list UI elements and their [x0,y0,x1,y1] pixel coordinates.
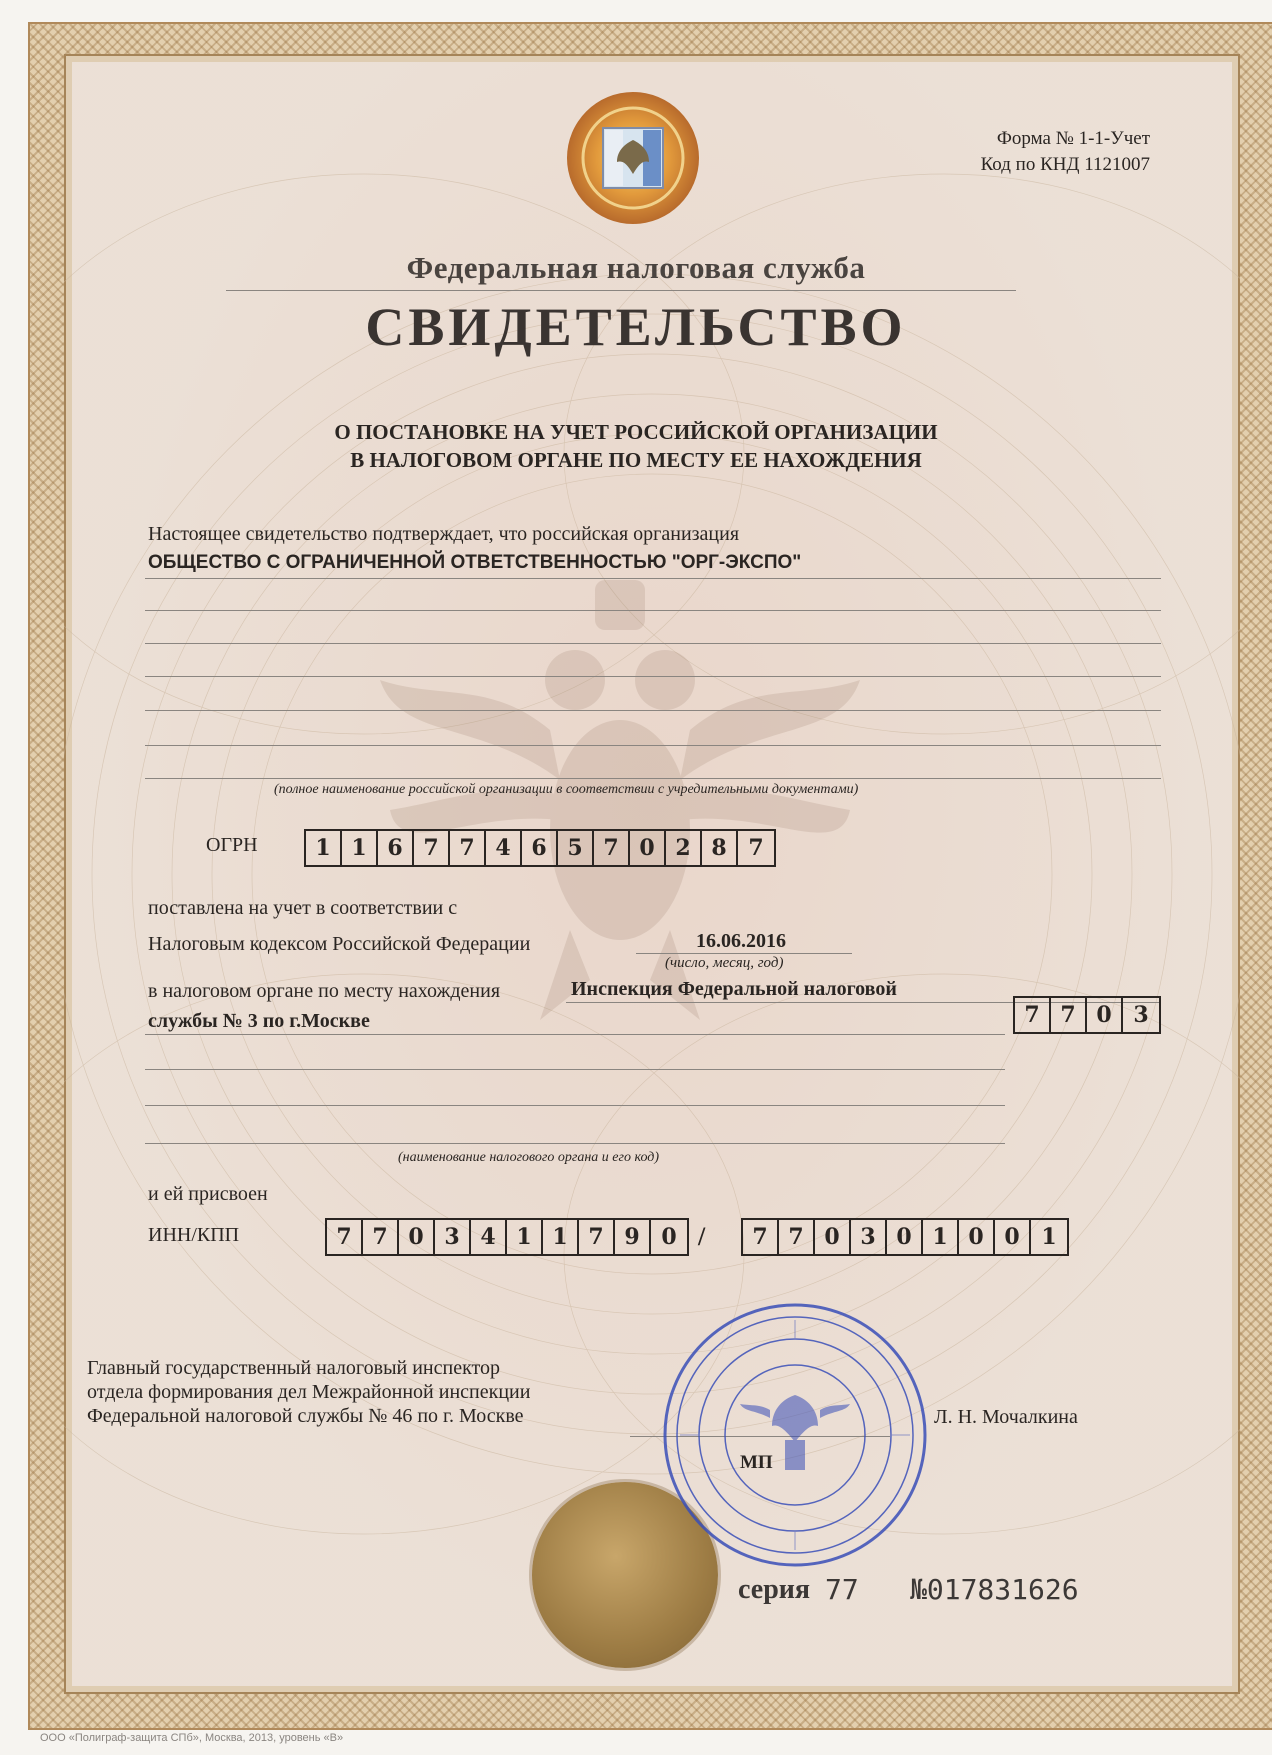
agency-title: Федеральная налоговая служба [406,250,866,285]
kpp-digit: 0 [887,1220,923,1254]
series-value: 77 [825,1573,859,1606]
signatory-line-3: Федеральной налоговой службы № 46 по г. Москве [87,1405,524,1427]
ogrn-digit: 8 [702,831,738,865]
tax-authority-caption: (наименование налогового органа и его код) [398,1150,660,1165]
certificate-title: СВИДЕТЕЛЬСТВО [365,297,907,357]
inn-digit: 7 [363,1220,399,1254]
inn-digit: 0 [661,1224,677,1250]
name-line [145,643,1161,644]
ogrn-digit: 5 [558,831,594,865]
assigned-text: и ей присвоен [148,1183,268,1205]
ogrn-digit: 4 [486,831,522,865]
signatory-name: Л. Н. Мочалкина [934,1406,1078,1428]
printer-note: ООО «Полиграф-защита СПб», Москва, 2013, уровень «В» [40,1732,344,1744]
name-caption: (полное наименование российской организации в соответствии с учредительными документами) [274,782,859,797]
certificate-number: №017831626 [910,1573,1079,1606]
ogrn-label: ОГРН [206,834,258,856]
date-caption: (число, месяц, год) [665,955,784,971]
inn-digit: 3 [435,1220,471,1254]
ogrn-digit: 2 [666,831,702,865]
name-line [145,710,1161,711]
knd-code: Код по КНД 1121007 [980,154,1150,175]
kpp-digit: 1 [923,1220,959,1254]
inn-kpp-label: ИНН/КПП [148,1224,240,1246]
ogrn-digit: 1 [342,831,378,865]
inn-cells [325,1218,689,1256]
name-line [145,745,1161,746]
organization-name: ОБЩЕСТВО С ОГРАНИЧЕННОЙ ОТВЕТСТВЕННОСТЬЮ "ОРГ-ЭКСПО" [148,552,802,573]
kpp-digit: 0 [995,1220,1031,1254]
inn-digit: 1 [543,1220,579,1254]
kpp-digit: 7 [779,1220,815,1254]
kpp-digit: 0 [959,1220,995,1254]
tax-code-digit: 7 [1051,998,1087,1032]
tax-inspection-stamp-icon [660,1300,930,1570]
name-line [145,610,1161,611]
tax-code-digit: 3 [1133,1002,1149,1028]
ogrn-digit: 1 [306,831,342,865]
tax-authority-line [145,1034,1005,1035]
ogrn-digit: 6 [522,831,558,865]
tax-code-digit: 0 [1087,998,1123,1032]
kpp-digit: 3 [851,1220,887,1254]
tax-authority-line [145,1105,1005,1106]
ogrn-digit: 7 [594,831,630,865]
signatory-line-1: Главный государственный налоговый инспектор [87,1357,500,1379]
kpp-digit: 7 [743,1220,779,1254]
kpp-digit: 0 [815,1220,851,1254]
name-line [145,676,1161,677]
ogrn-digit: 0 [630,831,666,865]
title-rule [226,290,1016,291]
ogrn-digit: 6 [378,831,414,865]
hologram-emblem-icon [565,90,701,226]
tax-authority-prefix: в налоговом органе по месту нахождения [148,980,501,1002]
name-line [145,778,1161,779]
tax-authority-name-1: Инспекция Федеральной налоговой [571,978,897,1000]
kpp-cells [741,1218,1069,1256]
tax-authority-line [145,1143,1005,1144]
subtitle-line-2: В НАЛОГОВОМ ОРГАНЕ ПО МЕСТУ ЕЕ НАХОЖДЕНИЯ [350,448,922,472]
inn-digit: 9 [615,1220,651,1254]
tax-code-digit: 7 [1015,998,1051,1032]
kpp-digit: 1 [1041,1224,1057,1250]
tax-authority-code-cells [1013,996,1161,1034]
form-number: Форма № 1-1-Учет [996,128,1150,149]
inn-digit: 0 [399,1220,435,1254]
ogrn-digit: 7 [450,831,486,865]
registration-date: 16.06.2016 [696,930,786,952]
registration-line-2: Налоговым кодексом Российской Федерации [148,933,531,955]
tax-authority-line [145,1069,1005,1070]
inn-digit: 1 [507,1220,543,1254]
date-line [636,953,852,954]
intro-text: Настоящее свидетельство подтверждает, что российская организация [148,523,740,545]
mp-mark: МП [740,1452,773,1473]
ogrn-cells [304,829,776,867]
tax-authority-name-2: службы № 3 по г.Москве [148,1010,370,1032]
registration-line-1: поставлена на учет в соответствии с [148,897,458,919]
inn-kpp-separator: / [698,1222,706,1251]
series-label: серия [738,1574,811,1605]
inn-digit: 4 [471,1220,507,1254]
inn-digit: 7 [327,1220,363,1254]
subtitle-line-1: О ПОСТАНОВКЕ НА УЧЕТ РОССИЙСКОЙ ОРГАНИЗАЦИИ [334,420,938,444]
ogrn-digit: 7 [748,835,764,861]
inn-digit: 7 [579,1220,615,1254]
ogrn-digit: 7 [414,831,450,865]
signatory-line-2: отдела формирования дел Межрайонной инспекции [87,1381,531,1403]
name-line [145,578,1161,579]
